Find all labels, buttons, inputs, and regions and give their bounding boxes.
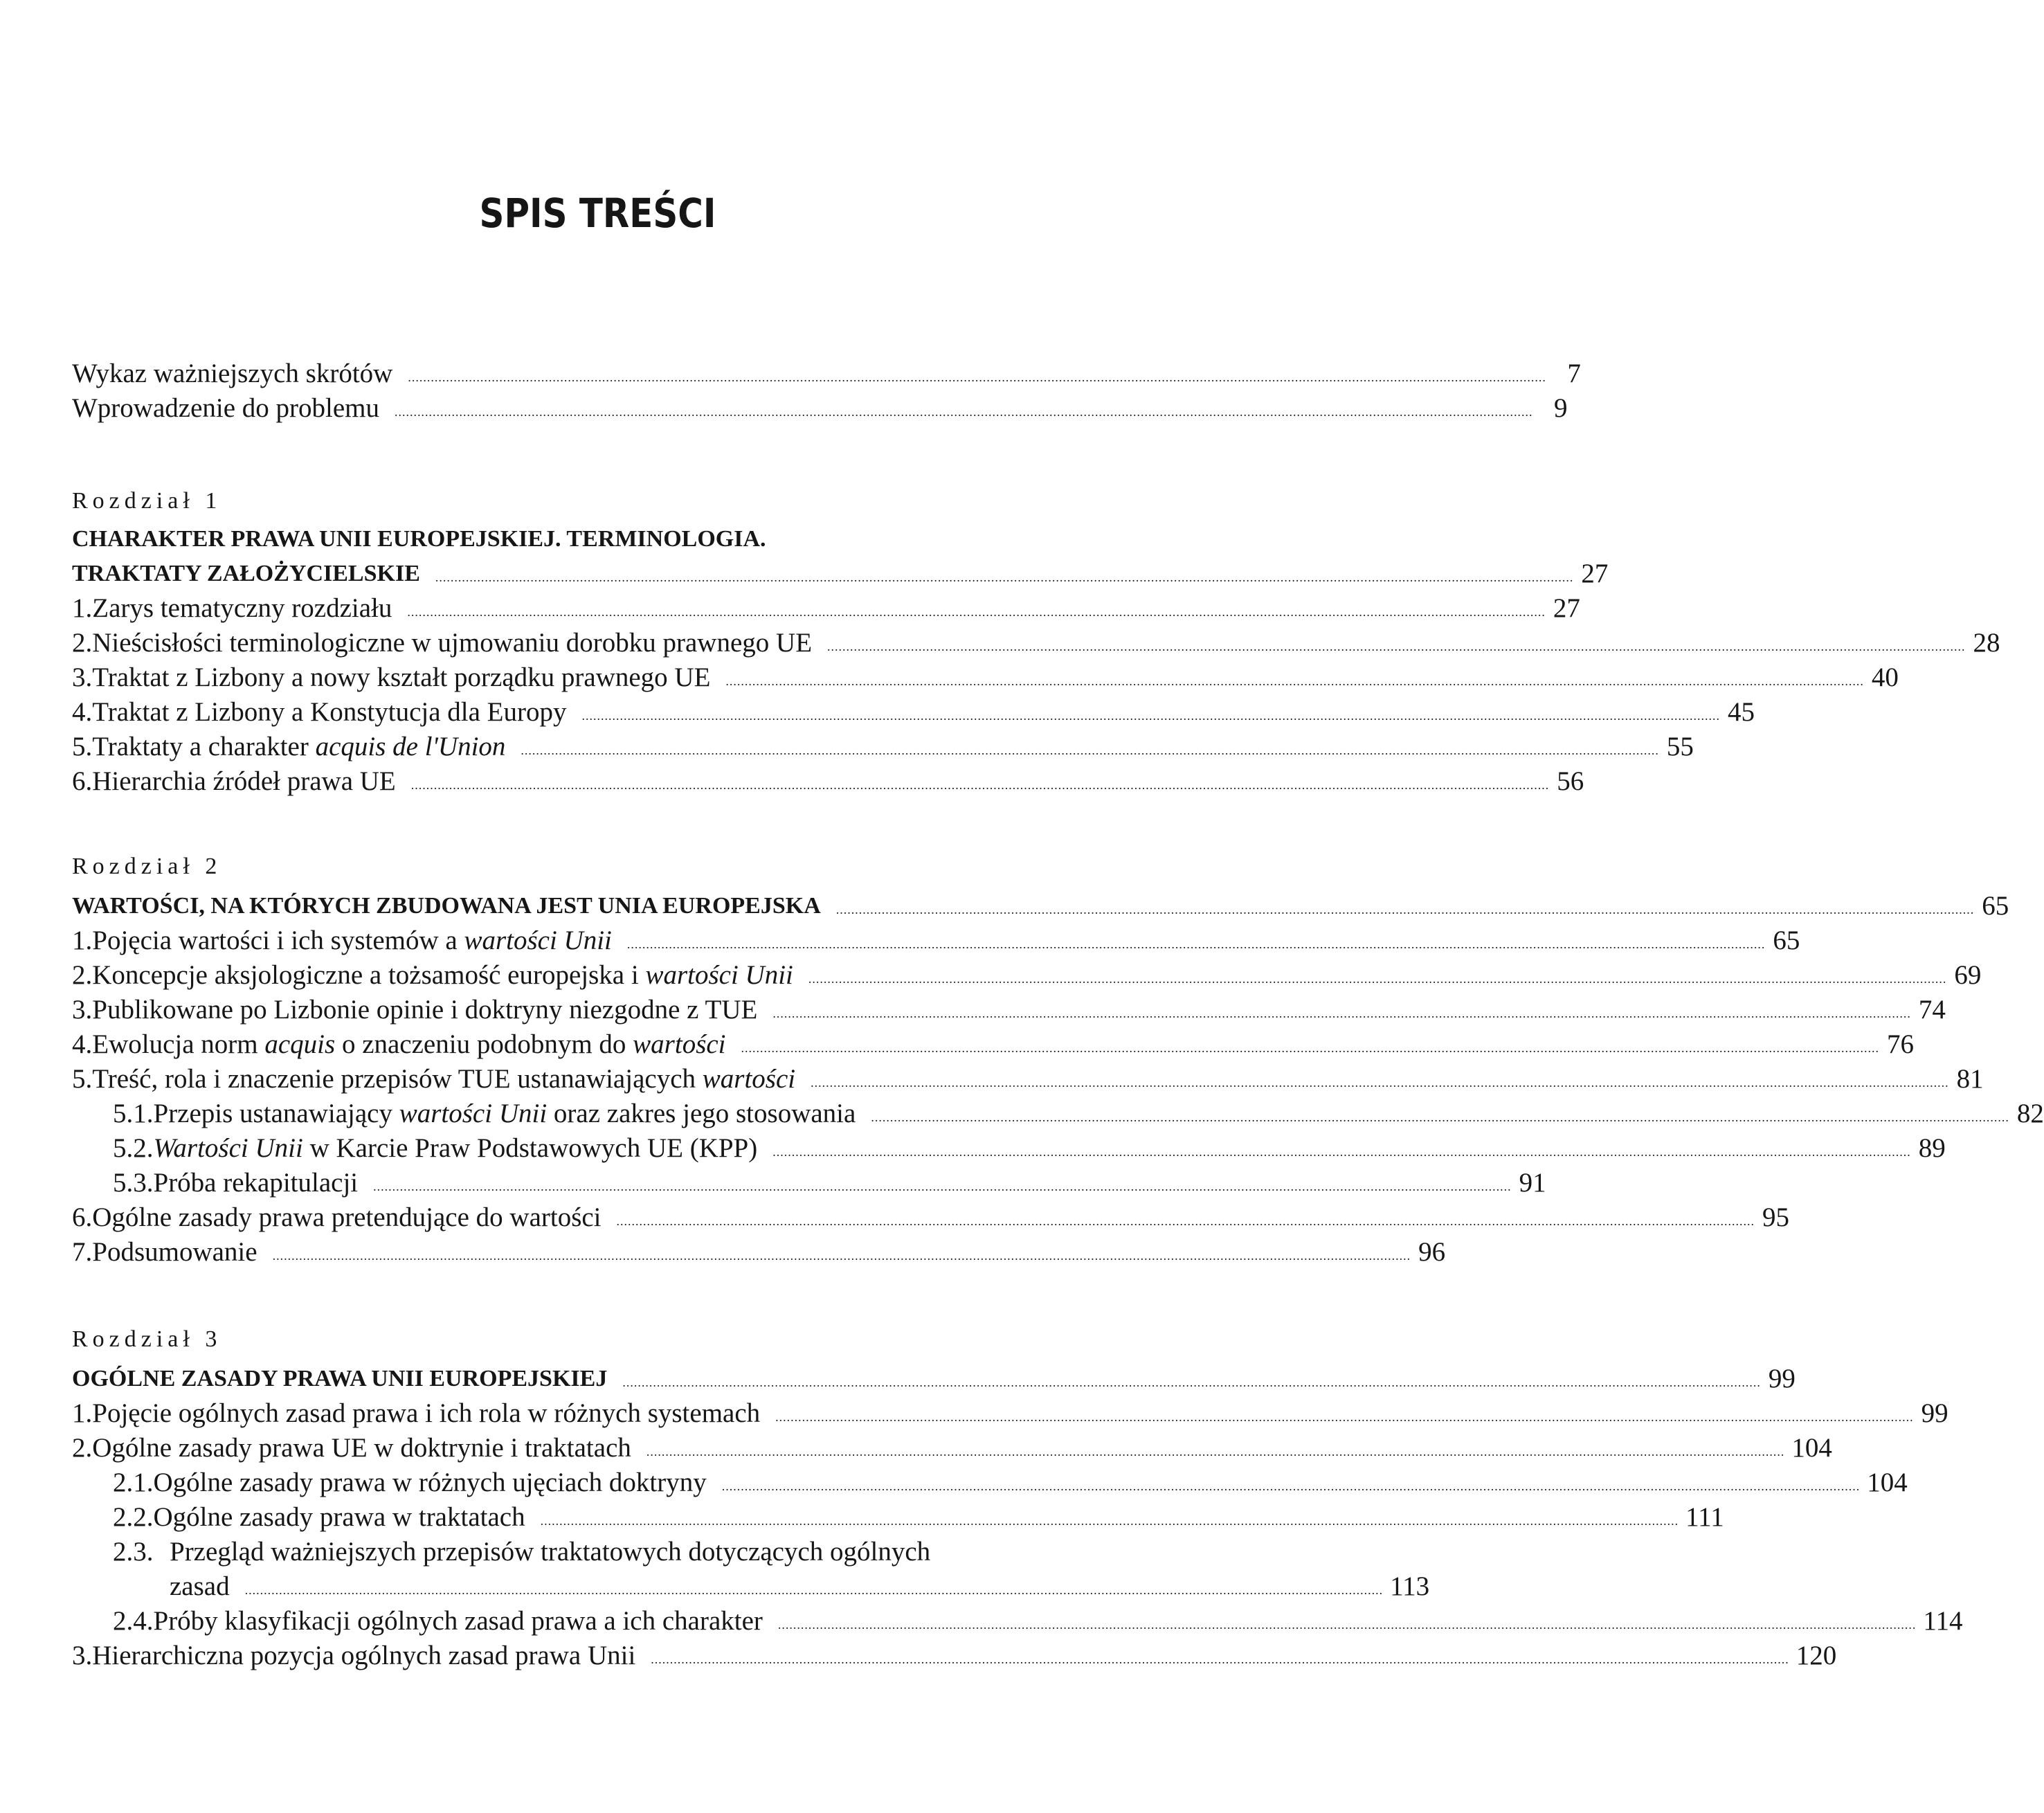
chapter-3-label: Rozdział 3: [72, 1326, 222, 1352]
dot-leader: ...........................................................................................................................................................................................................................................................................................................: [835, 903, 1975, 917]
entry-number: 6.: [72, 1202, 93, 1232]
dot-leader: ...........................................................................................................................................................................................................................................................................................................: [721, 1479, 1861, 1493]
text-italic: wartości Unii: [399, 1099, 548, 1128]
toc-page-number: 27: [1581, 559, 1609, 588]
text-part: Ewolucja norm: [92, 1029, 265, 1059]
toc-entry-text: [154, 1133, 758, 1164]
toc-entry-text: Wprowadzenie do problemu: [72, 393, 380, 423]
dot-leader: ...........................................................................................................................................................................................................................................................................................................: [395, 405, 1533, 419]
dot-leader: ...........................................................................................................................................................................................................................................................................................................: [651, 1652, 1789, 1666]
toc-page-number: 55: [1666, 732, 1694, 761]
toc-page-number: 104: [1791, 1433, 1832, 1463]
dot-leader: ...........................................................................................................................................................................................................................................................................................................: [808, 972, 1947, 986]
dot-leader: ...........................................................................................................................................................................................................................................................................................................: [772, 1145, 1911, 1159]
entry-number: 3.: [72, 1641, 93, 1670]
toc-entry: [72, 763, 1584, 797]
toc-subentry: [72, 1499, 1724, 1533]
entry-number: 2.3.: [113, 1537, 154, 1567]
dot-leader: ...........................................................................................................................................................................................................................................................................................................: [741, 1041, 1880, 1055]
toc-entry-text: Traktat z Lizbony a Konstytucja dla Europy: [92, 697, 567, 727]
chapter-title: WARTOŚCI, NA KTÓRYCH ZBUDOWANA JEST UNIA EUROPEJSKA: [72, 893, 821, 919]
dot-leader: ...........................................................................................................................................................................................................................................................................................................: [871, 1110, 2009, 1124]
toc-page-number: 76: [1887, 1029, 1915, 1059]
text-part: w Karcie Praw Podstawowych UE (KPP): [302, 1133, 758, 1163]
toc-page-number: 28: [1973, 628, 2000, 658]
entry-number: 3.: [72, 662, 93, 692]
toc-entry-abbreviations: [72, 355, 1581, 390]
dot-leader: ...........................................................................................................................................................................................................................................................................................................: [410, 778, 1550, 792]
toc-page-number: 45: [1728, 697, 1755, 727]
toc-entry: [72, 1026, 1915, 1061]
text-italic: wartości: [702, 1064, 796, 1094]
entry-number: 5.: [72, 732, 93, 761]
toc-entry: [72, 991, 1946, 1026]
toc-page-number: 111: [1685, 1502, 1724, 1532]
entry-number: 2.1.: [113, 1468, 154, 1497]
toc-entry: [72, 957, 1982, 991]
dot-leader: ...........................................................................................................................................................................................................................................................................................................: [521, 743, 1659, 757]
entry-number: 1.: [72, 1398, 93, 1428]
entry-number: 3.: [72, 995, 93, 1025]
toc-page-number: 113: [1390, 1571, 1430, 1601]
dot-leader: ...........................................................................................................................................................................................................................................................................................................: [407, 605, 1546, 619]
chapter-1-label: Rozdział 1: [72, 488, 222, 514]
dot-leader: ...........................................................................................................................................................................................................................................................................................................: [373, 1180, 1512, 1193]
toc-entry-text: Ogólne zasady prawa w różnych ujęciach doktryny: [153, 1468, 707, 1497]
toc-entry: [72, 1429, 1832, 1464]
toc-entry: [72, 659, 1899, 694]
toc-page-number: 9: [1554, 393, 1568, 423]
toc-entry-text: Hierarchiczna pozycja ogólnych zasad prawa Unii: [92, 1641, 636, 1670]
toc-entry-text: Ogólne zasady prawa w traktatach: [153, 1502, 525, 1532]
toc-page-number: 82: [2016, 1099, 2044, 1128]
chapter-title: OGÓLNE ZASADY PRAWA UNII EUROPEJSKIEJ: [72, 1366, 608, 1391]
toc-page-number: 65: [1982, 891, 2009, 921]
toc-entry-text: Próba rekapitulacji: [153, 1168, 359, 1198]
dot-leader: ...........................................................................................................................................................................................................................................................................................................: [622, 1375, 1761, 1389]
entry-number: 2.2.: [113, 1502, 154, 1532]
toc-entry-text: [92, 731, 505, 763]
dot-leader: ...........................................................................................................................................................................................................................................................................................................: [408, 370, 1546, 384]
dot-leader: ...........................................................................................................................................................................................................................................................................................................: [775, 1410, 1914, 1424]
entry-number: 2.: [72, 1433, 93, 1463]
text-italic: wartości Unii: [645, 960, 793, 990]
toc-page-number: 99: [1921, 1398, 1948, 1428]
text-part: o znaczeniu podobnym do: [335, 1029, 633, 1059]
text-part: oraz zakres jego stosowania: [547, 1099, 856, 1128]
toc-entry-text: Próby klasyfikacji ogólnych zasad prawa a ich charakter: [153, 1606, 763, 1636]
toc-entry: [72, 1637, 1837, 1672]
text-part: Treść, rola i znaczenie przepisów TUE ustanawiających: [92, 1064, 703, 1094]
entry-number: 7.: [72, 1237, 93, 1267]
text-italic: wartości: [633, 1029, 726, 1059]
toc-entry-text: [92, 925, 612, 957]
toc-entry-text: Ogólne zasady prawa pretendujące do wartości: [92, 1202, 602, 1232]
dot-leader: ...........................................................................................................................................................................................................................................................................................................: [616, 1214, 1755, 1228]
text-italic: acquis de l'Union: [315, 732, 506, 761]
toc-entry-text: Publikowane po Lizbonie opinie i doktryny niezgodne z TUE: [92, 995, 758, 1025]
dot-leader: ...........................................................................................................................................................................................................................................................................................................: [827, 640, 1966, 653]
chapter-1-title-line: [72, 521, 1095, 555]
toc-entry-text: [92, 959, 793, 991]
toc-entry-text: Pojęcie ogólnych zasad prawa i ich rola w różnych systemach: [92, 1398, 761, 1428]
toc-subentry: [72, 1533, 1095, 1568]
toc-subentry: [72, 1603, 1963, 1637]
dot-leader: ...........................................................................................................................................................................................................................................................................................................: [725, 674, 1864, 688]
toc-page-number: 27: [1553, 593, 1580, 623]
toc-page-number: 56: [1557, 766, 1584, 796]
text-part: Przepis ustanawiający: [153, 1099, 399, 1128]
toc-entry-text: [92, 1029, 725, 1061]
toc-entry-text: zasad: [170, 1571, 230, 1601]
toc-subentry: [72, 1164, 1546, 1199]
text-italic: acquis: [264, 1029, 336, 1059]
toc-entry: [72, 1234, 1446, 1268]
entry-number: 5.3.: [113, 1168, 154, 1198]
chapter-title: CHARAKTER PRAWA UNII EUROPEJSKIEJ. TERMINOLOGIA.: [72, 526, 766, 552]
dot-leader: ...........................................................................................................................................................................................................................................................................................................: [646, 1445, 1785, 1459]
dot-leader: ...........................................................................................................................................................................................................................................................................................................: [811, 1076, 1949, 1090]
toc-entry-text: Hierarchia źródeł prawa UE: [92, 766, 396, 796]
toc-entry: [72, 728, 1694, 763]
entry-number: 5.1.: [113, 1099, 154, 1128]
toc-page-number: 104: [1867, 1468, 1908, 1497]
toc-entry-text: Podsumowanie: [92, 1237, 257, 1267]
toc-entry-text: Zarys tematyczny rozdziału: [92, 593, 392, 623]
toc-page-number: 96: [1418, 1237, 1446, 1267]
toc-entry-text: Traktat z Lizbony a nowy kształt porządku prawnego UE: [92, 662, 711, 692]
toc-entry: [72, 1395, 1948, 1429]
toc-entry-introduction: [72, 390, 1568, 424]
toc-page-number: 74: [1918, 995, 1946, 1025]
dot-leader: ...........................................................................................................................................................................................................................................................................................................: [540, 1514, 1679, 1528]
chapter-title: TRAKTATY ZAŁOŻYCIELSKIE: [72, 561, 420, 586]
toc-page-number: 91: [1519, 1168, 1546, 1198]
toc-entry-text: Przegląd ważniejszych przepisów traktatowych dotyczących ogólnych: [170, 1537, 931, 1567]
toc-page-number: 7: [1567, 359, 1581, 388]
toc-page-number: 40: [1871, 662, 1899, 692]
toc-page-number: 81: [1956, 1064, 1984, 1094]
toc-subentry-continuation: [72, 1568, 1430, 1603]
toc-page-number: 120: [1796, 1641, 1837, 1670]
entry-number: 2.: [72, 628, 93, 658]
toc-entry: [72, 1199, 1790, 1234]
toc-page-number: 89: [1918, 1133, 1946, 1163]
text-italic: Wartości Unii: [153, 1133, 303, 1163]
entry-number: 2.: [72, 960, 93, 990]
chapter-3-title-entry: [72, 1360, 1796, 1395]
entry-number: 1.: [72, 926, 93, 955]
toc-entry-text: Wykaz ważniejszych skrótów: [72, 359, 393, 388]
toc-page-number: 65: [1773, 926, 1800, 955]
text-part: Koncepcje aksjologiczne a tożsamość europejska i: [92, 960, 646, 990]
dot-leader: ...........................................................................................................................................................................................................................................................................................................: [626, 937, 1766, 951]
toc-subentry: [72, 1130, 1946, 1164]
toc-page-number: 99: [1768, 1364, 1796, 1393]
toc-entry: [72, 624, 2000, 659]
toc-subentry: [72, 1464, 1908, 1499]
toc-entry-text: [154, 1098, 856, 1130]
toc-entry: [72, 590, 1580, 624]
toc-page-number: 114: [1923, 1606, 1963, 1636]
entry-number: 5.2.: [113, 1133, 154, 1163]
toc-entry: [72, 1061, 1984, 1095]
entry-number: 2.4.: [113, 1606, 154, 1636]
dot-leader: ...........................................................................................................................................................................................................................................................................................................: [772, 1007, 1911, 1020]
toc-page-number: 69: [1954, 960, 1982, 990]
chapter-2-title-entry: [72, 887, 2009, 922]
toc-entry: [72, 922, 1800, 957]
entry-number: 4.: [72, 1029, 93, 1059]
chapter-2-label: Rozdział 2: [72, 854, 222, 879]
page-title: SPIS TREŚCI: [479, 190, 716, 237]
toc-entry: [72, 694, 1755, 728]
entry-number: 5.: [72, 1064, 93, 1094]
toc-page-number: 95: [1762, 1202, 1790, 1232]
text-part: Traktaty a charakter: [92, 732, 316, 761]
entry-number: 4.: [72, 697, 93, 727]
dot-leader: ...........................................................................................................................................................................................................................................................................................................: [272, 1249, 1411, 1263]
toc-entry-text: Ogólne zasady prawa UE w doktrynie i traktatach: [92, 1433, 631, 1463]
entry-number: 1.: [72, 593, 93, 623]
chapter-1-title-entry: [72, 555, 1609, 590]
toc-entry-text: [92, 1063, 795, 1095]
toc-entry-text: Nieścisłości terminologiczne w ujmowaniu dorobku prawnego UE: [92, 628, 813, 658]
text-italic: wartości Unii: [464, 926, 612, 955]
entry-number: 6.: [72, 766, 93, 796]
dot-leader: ...........................................................................................................................................................................................................................................................................................................: [581, 709, 1720, 723]
dot-leader: ...........................................................................................................................................................................................................................................................................................................: [435, 570, 1574, 584]
dot-leader: ...........................................................................................................................................................................................................................................................................................................: [244, 1583, 1384, 1597]
text-part: Pojęcia wartości i ich systemów a: [92, 926, 464, 955]
dot-leader: ...........................................................................................................................................................................................................................................................................................................: [777, 1618, 1917, 1632]
toc-subentry: [72, 1095, 2044, 1130]
